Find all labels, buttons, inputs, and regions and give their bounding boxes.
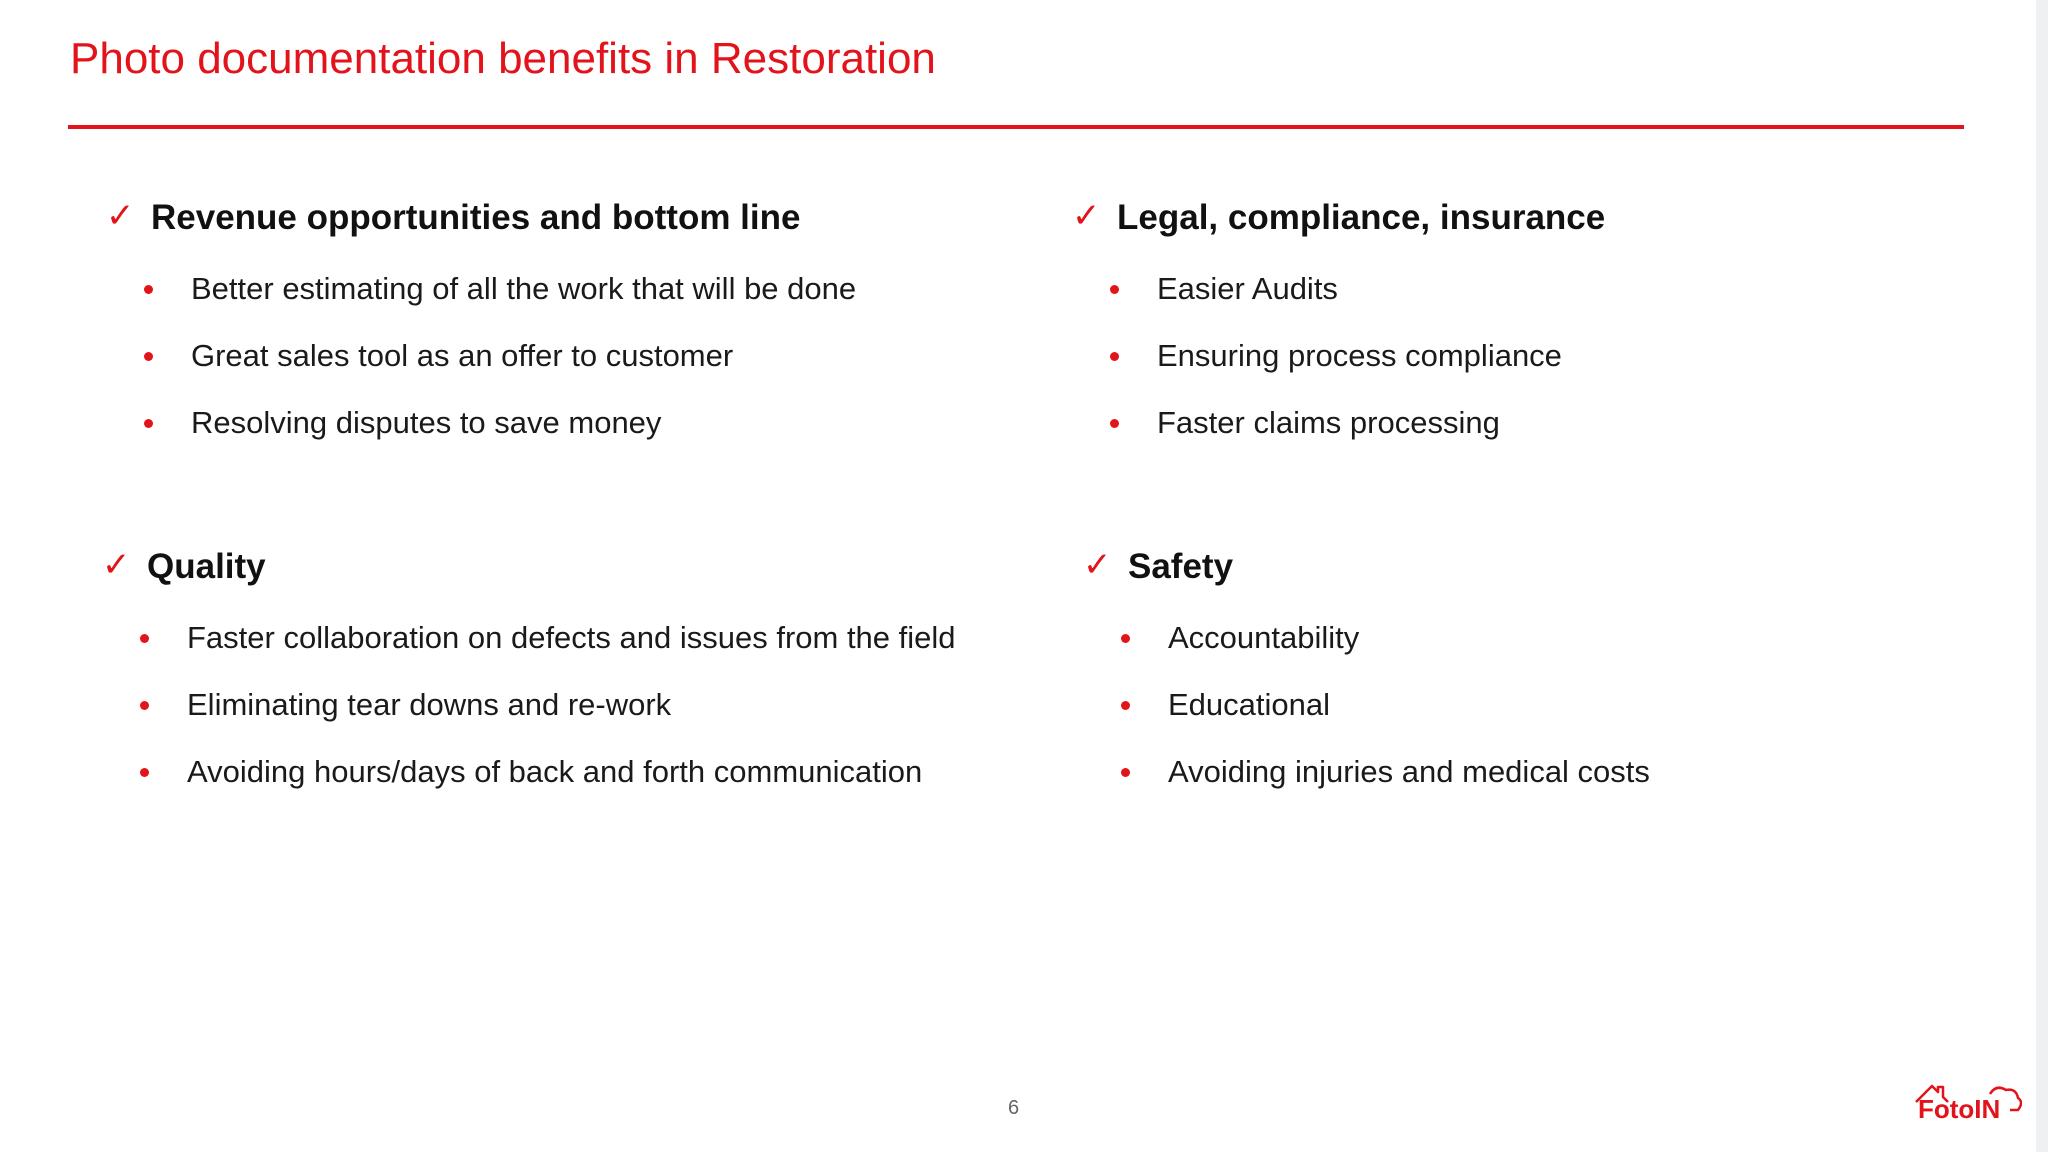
title-divider	[68, 125, 1964, 129]
bullet-icon	[140, 768, 149, 777]
list-item-text: Great sales tool as an offer to customer	[191, 338, 734, 373]
list-item-text: Faster claims processing	[1157, 405, 1500, 440]
bullet-icon	[140, 701, 149, 710]
bullet-icon	[1121, 768, 1130, 777]
section-heading: Revenue opportunities and bottom line	[151, 198, 801, 237]
list-item-text: Faster collaboration on defects and issues from the field	[187, 620, 956, 655]
list-item-text: Avoiding injuries and medical costs	[1168, 754, 1650, 789]
page-number: 6	[1008, 1097, 1020, 1119]
list-item-text: Better estimating of all the work that will be done	[191, 271, 857, 306]
section-heading: Quality	[147, 547, 266, 586]
fotoin-logo	[1910, 1076, 2022, 1126]
section-heading: Safety	[1128, 547, 1234, 586]
bullet-icon	[1121, 634, 1130, 643]
list-item-text: Easier Audits	[1157, 271, 1338, 306]
list-item-text: Accountability	[1168, 620, 1360, 655]
section-heading: Legal, compliance, insurance	[1117, 198, 1606, 237]
list-item-text: Avoiding hours/days of back and forth communication	[187, 754, 923, 789]
slide-edge-strip	[2036, 0, 2048, 1152]
bullet-icon	[1110, 285, 1119, 294]
slide-title: Photo documentation benefits in Restoration	[70, 34, 936, 83]
checkmark-icon: ✓	[102, 545, 131, 585]
bullet-icon	[144, 419, 153, 428]
bullet-icon	[1121, 701, 1130, 710]
bullet-icon	[140, 634, 149, 643]
bullet-icon	[144, 285, 153, 294]
list-item-text: Ensuring process compliance	[1157, 338, 1562, 373]
list-item-text: Eliminating tear downs and re-work	[187, 687, 672, 722]
checkmark-icon: ✓	[1083, 545, 1112, 585]
bullet-icon	[1110, 352, 1119, 361]
checkmark-icon: ✓	[1072, 196, 1101, 236]
list-item-text: Resolving disputes to save money	[191, 405, 662, 440]
bullet-icon	[144, 352, 153, 361]
checkmark-icon: ✓	[106, 196, 135, 236]
list-item-text: Educational	[1168, 687, 1331, 722]
logo-text: FotoIN	[1918, 1094, 2001, 1124]
bullet-icon	[1110, 419, 1119, 428]
